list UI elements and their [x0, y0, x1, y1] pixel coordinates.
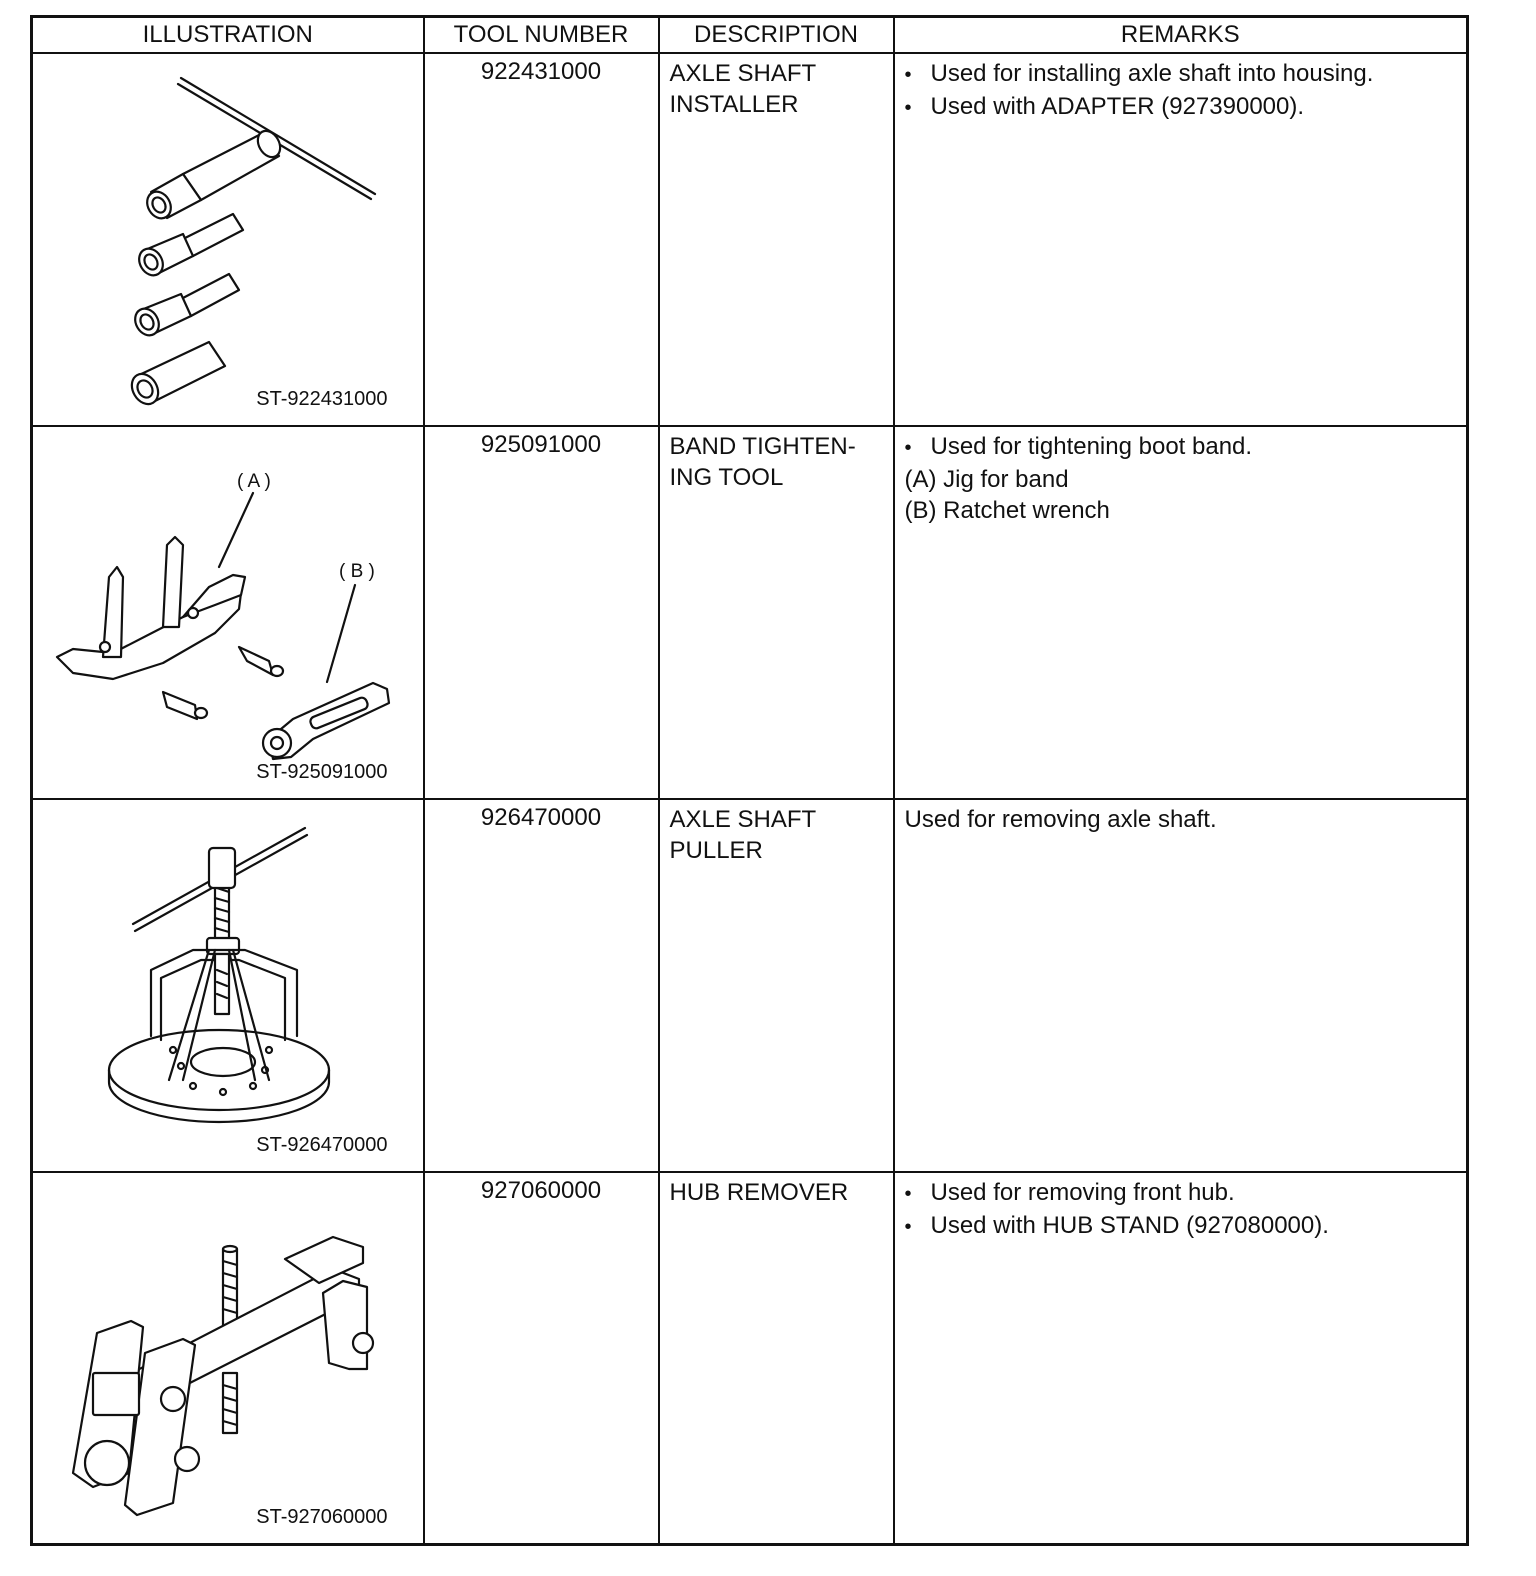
callout-label-a: ( A ) [237, 471, 271, 492]
illustration-code: ST-925091000 [256, 761, 388, 783]
remark-line: (A) Jig for band [904, 466, 1069, 493]
tool-number-cell: 922431000 [424, 53, 659, 426]
illustration-code: ST-926470000 [256, 1134, 388, 1156]
illustration-cell [32, 799, 424, 1172]
hub-remover-drawing [33, 1173, 425, 1543]
remarks-cell [894, 53, 1468, 426]
remark-line: Used for removing axle shaft. [904, 806, 1217, 833]
header-remarks: REMARKS [894, 17, 1468, 54]
remarks-cell [894, 426, 1468, 799]
description-cell [659, 1172, 894, 1544]
table-row [32, 799, 1468, 1172]
illustration-cell [32, 1172, 424, 1544]
description-cell [659, 426, 894, 799]
table-row [32, 1172, 1468, 1544]
description-line: PULLER [669, 837, 763, 864]
description-cell [659, 799, 894, 1172]
tool-number-cell: 925091000 [424, 426, 659, 799]
table-row [32, 53, 1468, 426]
special-tools-table [30, 15, 1469, 1546]
illustration-code: ST-927060000 [256, 1505, 388, 1528]
remark-line: • Used with ADAPTER (927390000). [905, 91, 1457, 124]
illustration-code: ST-922431000 [256, 388, 388, 410]
tool-number-cell: 927060000 [424, 1172, 659, 1544]
axle-shaft-puller-drawing [33, 800, 425, 1170]
description-line: AXLE SHAFT [669, 60, 817, 87]
band-tightening-tool-drawing [33, 427, 425, 797]
remark-line: • Used with HUB STAND (927080000). [905, 1210, 1457, 1243]
remark-line: • Used for installing axle shaft into housing. [905, 58, 1457, 91]
description-line: BAND TIGHTEN- [669, 433, 856, 460]
illustration-cell [32, 426, 424, 799]
remark-line: • Used for tightening boot band. [905, 431, 1457, 464]
remarks-cell [894, 799, 1468, 1172]
header-tool-number: TOOL NUMBER [424, 17, 659, 54]
description-line: HUB REMOVER [669, 1179, 849, 1206]
table-row [32, 426, 1468, 799]
description-line: AXLE SHAFT [669, 806, 817, 833]
header-row [32, 17, 1468, 54]
description-cell [659, 53, 894, 426]
remark-line: • Used for removing front hub. [905, 1177, 1457, 1210]
tool-number-cell: 926470000 [424, 799, 659, 1172]
description-line: INSTALLER [669, 91, 799, 118]
axle-shaft-installer-drawing [33, 54, 425, 424]
remark-line: (B) Ratchet wrench [904, 497, 1110, 524]
remarks-cell [894, 1172, 1468, 1544]
description-line: ING TOOL [669, 464, 784, 491]
header-illustration: ILLUSTRATION [32, 17, 424, 54]
callout-label-b: ( B ) [339, 561, 375, 582]
illustration-cell [32, 53, 424, 426]
header-description: DESCRIPTION [659, 17, 894, 54]
